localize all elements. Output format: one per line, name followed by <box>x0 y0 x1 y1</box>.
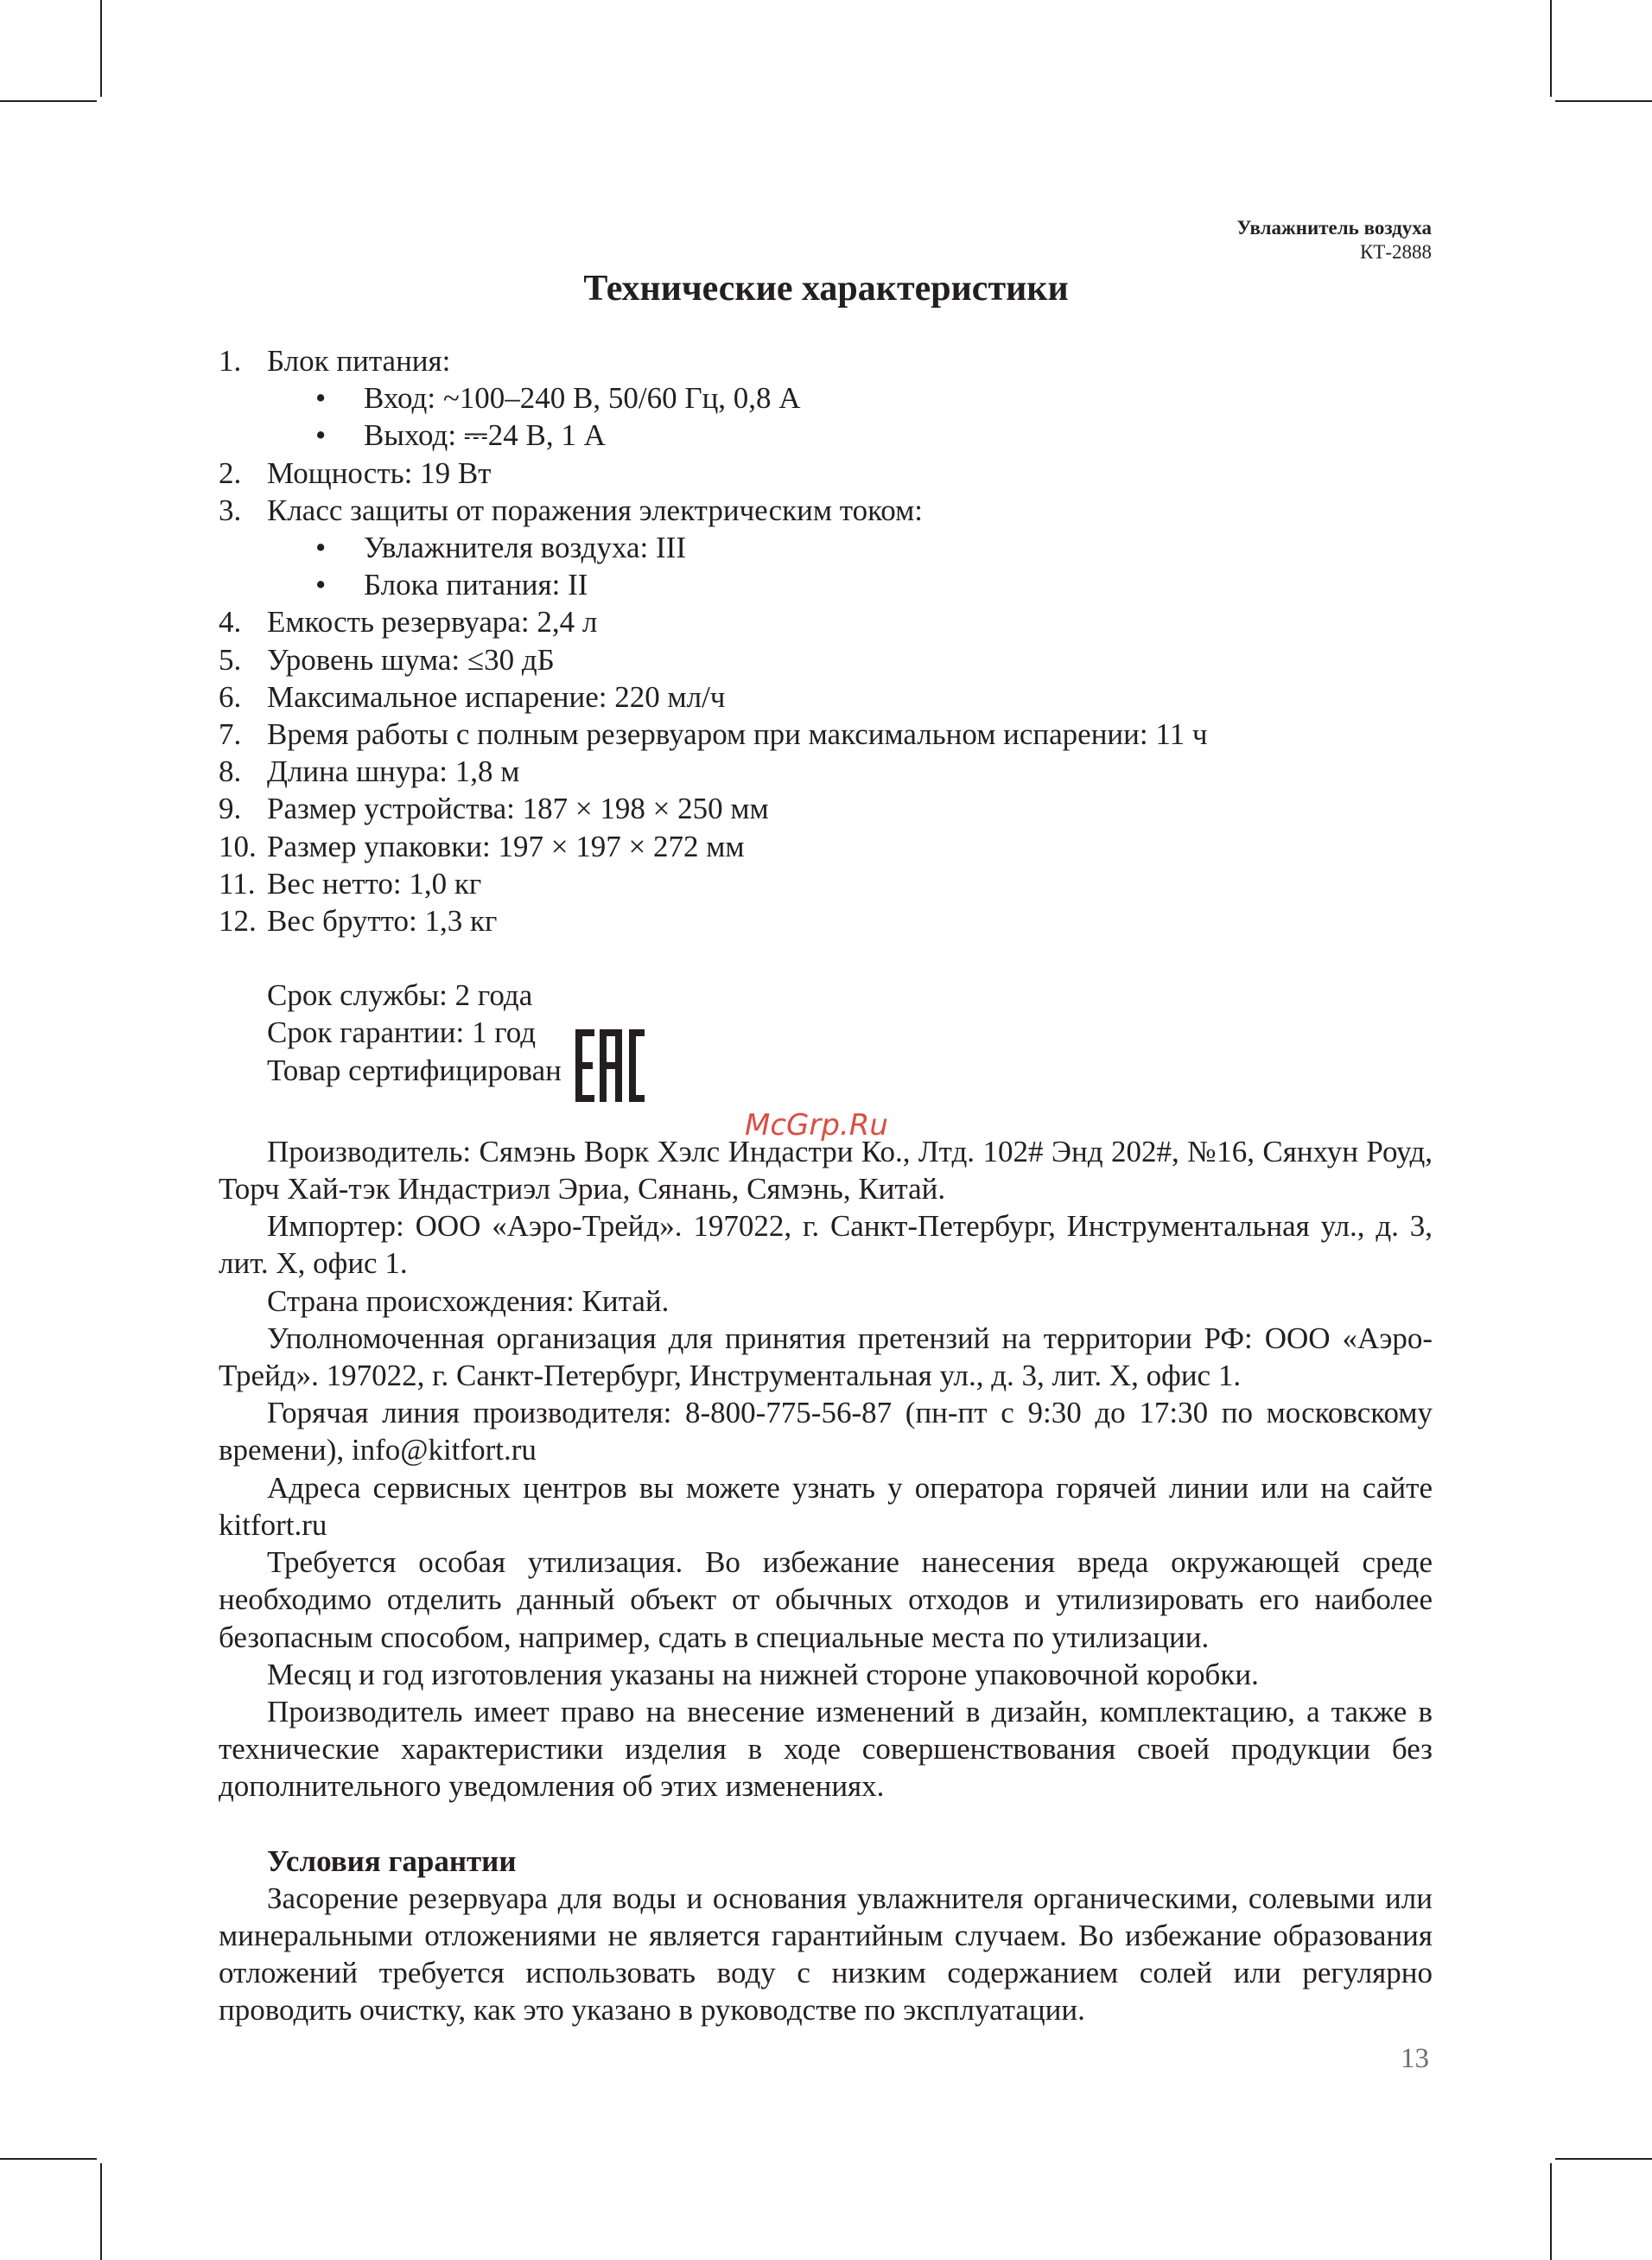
crop-mark <box>1555 100 1652 102</box>
crop-mark <box>100 0 102 97</box>
hotline-paragraph: Горячая линия производителя: 8-800-775-56-87 (пн-пт с 9:30 до 17:30 по московскому времени), info@kitfort.ru <box>219 1396 1433 1467</box>
spec-text: Длина шнура: 1,8 м <box>267 754 520 789</box>
service-centers-paragraph: Адреса сервисных центров вы можете узнать у оператора горячей линии или на сайте kitfort.ru <box>219 1470 1433 1542</box>
spec-item <box>219 790 1433 827</box>
crop-mark <box>1555 2158 1652 2160</box>
watermark: McGrp.Ru <box>745 1108 888 1143</box>
spec-text: Максимальное испарение: 220 мл/ч <box>267 679 726 714</box>
page-number: 13 <box>1401 2043 1429 2074</box>
crop-mark <box>0 100 97 102</box>
manufacture-date-paragraph: Месяц и год изготовления указаны на нижней стороне упаковочной коробки. <box>267 1657 1259 1691</box>
spec-text: Класс защиты от поражения электрическим током: <box>267 493 924 527</box>
spec-number: 11. <box>219 866 256 901</box>
spec-number: 5. <box>219 642 242 677</box>
spec-number: 9. <box>219 792 242 826</box>
spec-text: Емкость резервуара: 2,4 л <box>267 605 598 640</box>
spec-number: 4. <box>219 605 242 640</box>
origin-paragraph: Страна происхождения: Китай. <box>267 1283 670 1318</box>
spec-item <box>219 342 1433 455</box>
bullet-icon: • <box>315 418 327 453</box>
spec-item <box>219 455 1433 492</box>
spec-subitem <box>267 529 1433 566</box>
warranty-heading: Условия гарантии <box>267 1843 517 1878</box>
spec-list <box>219 342 1433 939</box>
warranty-term: Срок гарантии: 1 год <box>267 1015 537 1050</box>
spec-item <box>219 492 1433 604</box>
spec-item <box>219 716 1433 753</box>
spec-text: Блок питания: <box>267 344 451 378</box>
spec-number: 10. <box>219 829 257 863</box>
spec-sublist <box>267 529 1433 603</box>
service-life: Срок службы: 2 года <box>267 978 533 1013</box>
spec-text: Уровень шума: ≤30 дБ <box>267 642 555 677</box>
spec-number: 2. <box>219 455 242 490</box>
spec-item <box>219 828 1433 865</box>
spec-item <box>219 603 1433 640</box>
crop-mark <box>100 2163 102 2260</box>
bullet-icon: • <box>315 531 327 565</box>
spec-text: Размер устройства: 187 × 198 × 250 мм <box>267 792 769 826</box>
spec-text: Вес нетто: 1,0 кг <box>267 866 482 901</box>
warranty-paragraph: Засорение резервуара для воды и основания увлажнителя органическими, солевыми или минеральными отложениями не является гарантийным случаем. Во избежание образования отложений требуется использовать воду с низким содержанием солей или регулярно проводить очистку, как это указано в руководстве по эксплуатации. <box>219 1881 1433 2028</box>
running-header <box>1237 216 1432 264</box>
spec-number: 3. <box>219 493 242 527</box>
changes-paragraph: Производитель имеет право на внесение изменений в дизайн, комплектацию, а также в технические характеристики изделия в ходе совершенствования своей продукции без дополнительного уведомления об этих изменениях. <box>219 1694 1433 1804</box>
spec-text: Время работы с полным резервуаром при максимальном испарении: 11 ч <box>267 717 1208 752</box>
spec-item <box>219 865 1433 902</box>
spec-text: Мощность: 19 Вт <box>267 455 492 490</box>
crop-mark <box>0 2158 97 2160</box>
spec-text: Вес брутто: 1,3 кг <box>267 904 498 939</box>
eac-certification-icon <box>575 1029 645 1111</box>
header-product: Увлажнитель воздуха <box>1236 217 1432 239</box>
spec-subitem-text: Увлажнителя воздуха: III <box>364 531 686 565</box>
spec-number: 1. <box>219 344 242 378</box>
spec-item <box>219 641 1433 678</box>
certified-text: Товар сертифицирован <box>267 1053 562 1087</box>
spec-number: 8. <box>219 754 242 789</box>
crop-mark <box>1550 2163 1552 2260</box>
disposal-paragraph: Требуется особая утилизация. Во избежание нанесения вреда окружающей среде необходимо отделить данный объект от обычных отходов и утилизировать его наиболее безопасным способом, например, сдать в специальные места по утилизации. <box>219 1545 1433 1654</box>
spec-subitem <box>267 417 1433 454</box>
spec-subitem <box>267 379 1433 417</box>
importer-paragraph: Импортер: ООО «Аэро-Трейд». 197022, г. Санкт-Петербург, Инструментальная ул., д. 3, лит. Х, офис 1. <box>219 1209 1433 1281</box>
spec-subitem-text: Вход: ~100–240 В, 50/60 Гц, 0,8 А <box>364 381 801 416</box>
spec-subitem-text: Выход: ⎓24 В, 1 А <box>364 418 606 453</box>
spec-sublist <box>267 379 1433 454</box>
header-model: КТ-2888 <box>1359 241 1432 263</box>
spec-subitem-text: Блока питания: II <box>364 568 588 602</box>
crop-mark <box>1550 0 1552 97</box>
spec-text: Размер упаковки: 197 × 197 × 272 мм <box>267 829 745 863</box>
manufacturer-paragraph: Производитель: Сямэнь Ворк Хэлс Индастри Ко., Лтд. 102# Энд 202#, №16, Сянхун Роуд, Торч Хай-тэк Индастриэл Эриа, Сянань, Сямэнь, Китай. <box>219 1134 1433 1206</box>
bullet-icon: • <box>315 568 327 602</box>
page-content <box>219 342 1433 2029</box>
spec-item <box>219 902 1433 939</box>
claims-organization-paragraph: Уполномоченная организация для принятия претензий на территории РФ: ООО «Аэро-Трейд». 197022, г. Санкт-Петербург, Инструментальная ул., д. 3, лит. Х, офис 1. <box>219 1321 1433 1393</box>
spec-item <box>219 678 1433 716</box>
spec-subitem <box>267 566 1433 603</box>
spec-number: 7. <box>219 717 242 752</box>
spec-number: 6. <box>219 679 242 714</box>
spec-number: 12. <box>219 904 257 939</box>
bullet-icon: • <box>315 381 327 416</box>
spec-item <box>219 753 1433 790</box>
page-title: Технические характеристики <box>583 269 1069 309</box>
